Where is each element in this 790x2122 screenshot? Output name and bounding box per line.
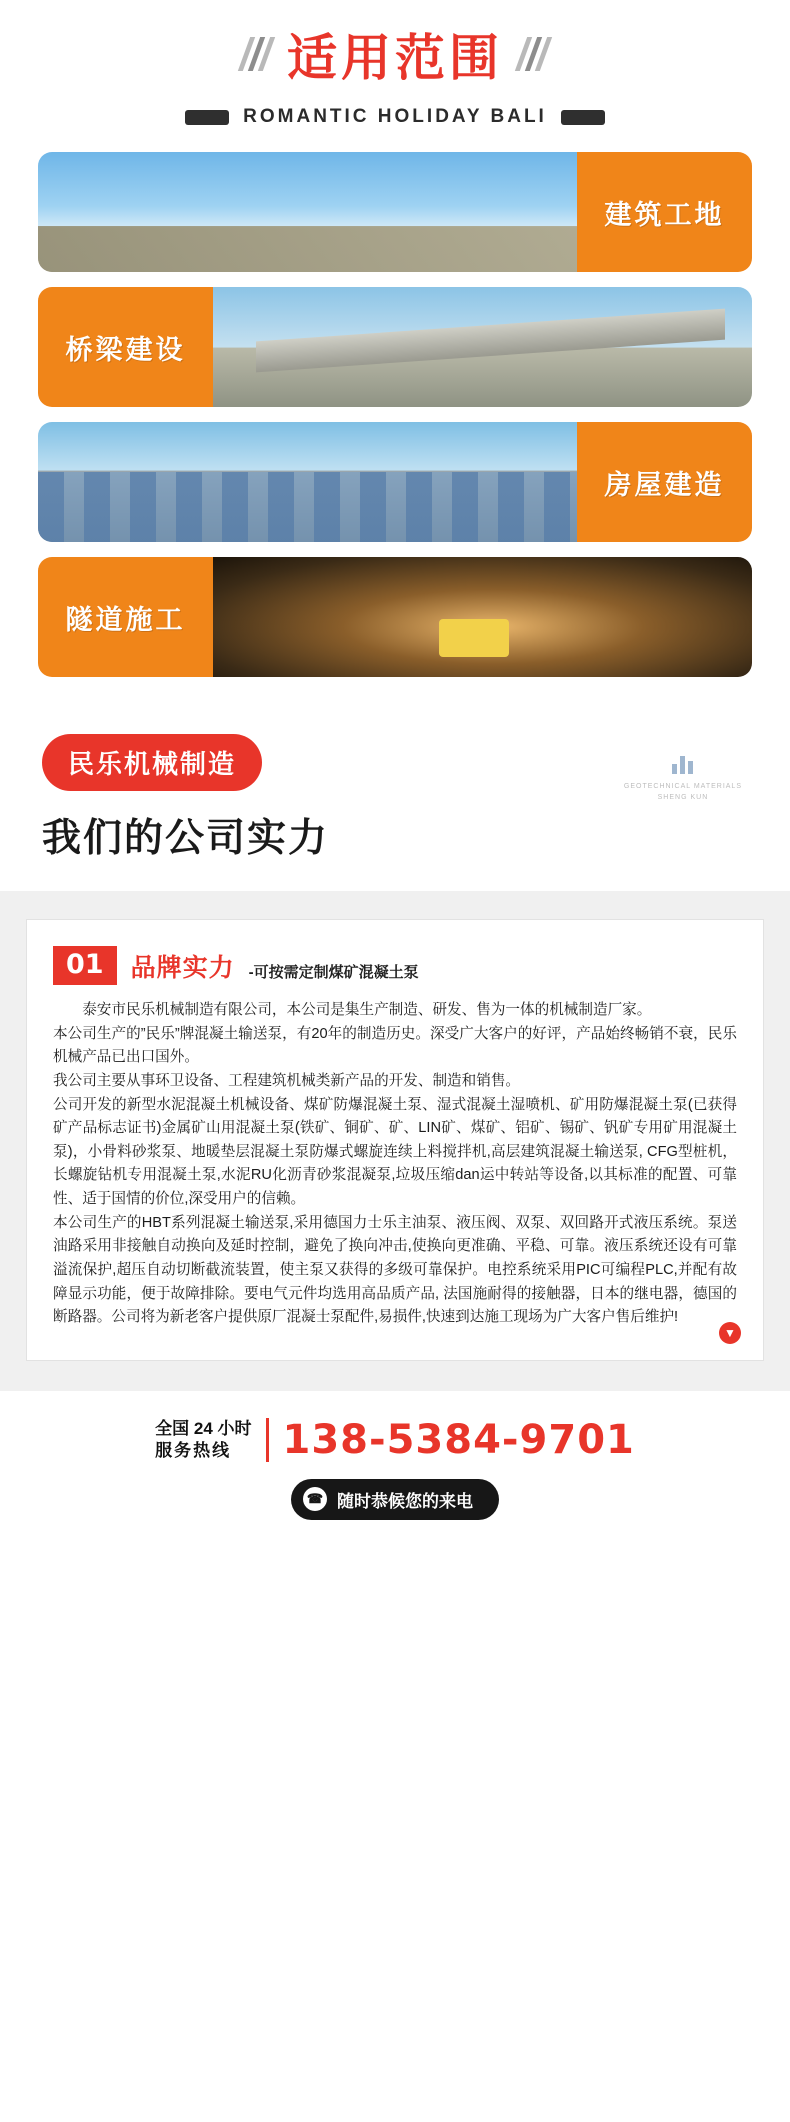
subtitle-bar-left bbox=[185, 110, 229, 125]
article-paragraph: 本公司生产的HBT系列混凝土输送泵,采用德国力士乐主油泵、液压阀、双泵、双回路开式液压系统。泵送油路采用非接触自动换向及延时控制，避免了换向冲击,使换向更准确、平稳、可靠。液压系统还设有可靠溢流保护,超压自动切断截流装置，使主泵又获得的多级可靠保护。电控系统采用PIC可编程PLC,并配有故障显示功能，便于故障排除。要电气元件均选用高品质产品, 法国施耐得的接触器，日本的继电器，德国的断路器。公司将为新老客户提供原厂混凝士泵配件,易损件,快速到达施工现场为广大客户售后维护! bbox=[53, 1214, 737, 1326]
scene-card-list bbox=[0, 134, 790, 677]
article-section bbox=[0, 891, 790, 1391]
scene-card-label: 隧道施工 bbox=[38, 557, 213, 677]
company-strength-header bbox=[0, 692, 790, 873]
watermark-line1: GEOTECHNICAL MATERIALS bbox=[623, 783, 742, 790]
housing-construction-photo bbox=[38, 422, 577, 542]
scene-card[interactable] bbox=[38, 557, 752, 677]
article-paragraph: 我公司主要从事环卫设备、工程建筑机械类新产品的开发、制造和销售。 bbox=[53, 1072, 521, 1089]
article-title: 品牌实力 bbox=[130, 952, 235, 982]
article-body bbox=[53, 999, 737, 1330]
hotline-label bbox=[155, 1418, 251, 1463]
header-subtitle-row bbox=[0, 106, 790, 128]
article-card bbox=[26, 919, 764, 1361]
article-header bbox=[53, 946, 737, 985]
subtitle-bar-right bbox=[561, 110, 605, 125]
watermark-line2: SHENG KUN bbox=[657, 793, 709, 801]
chevron-down-icon[interactable]: ▼ bbox=[719, 1322, 741, 1344]
page-subtitle: ROMANTIC HOLIDAY BALI bbox=[243, 106, 547, 127]
header-title-row bbox=[0, 18, 790, 90]
brand-pill: 民乐机械制造 bbox=[42, 734, 262, 791]
phone-icon: ☎ bbox=[303, 1487, 327, 1511]
article-paragraph: 公司开发的新型水泥混凝土机械设备、煤矿防爆混凝土泵、湿式混凝土湿喷机、矿用防爆混凝土泵(已获得矿产品标志证书)金属矿山用混凝土泵(铁矿、铜矿、矿、LIN矿、煤矿、铝矿、锡矿、钒矿专用矿用混凝土泵)，小骨料砂浆泵、地暖垫层混凝土泵防爆式螺旋连续上料搅拌机,高层建筑混凝土输送泵, CFG型桩机，长螺旋钻机专用混凝土泵,水泥RU化沥青砂浆混凝泵,垃圾压缩dan运中转站等设备,以其标准的配置、可靠性、适于国情的价位,深受用户的信赖。 bbox=[53, 1096, 737, 1208]
hotline-label-line2: 服务热线 bbox=[155, 1440, 232, 1460]
article-number-badge: 01 bbox=[53, 946, 117, 985]
call-cta-label: 随时恭候您的来电 bbox=[337, 1491, 473, 1511]
scene-card-label: 建筑工地 bbox=[577, 152, 752, 272]
scene-card-label: 桥梁建设 bbox=[38, 287, 213, 407]
hotline-number[interactable]: 138-5384-9701 bbox=[282, 1416, 635, 1463]
hotline-row bbox=[0, 1417, 790, 1463]
bridge-construction-photo bbox=[213, 287, 752, 407]
scene-card-label: 房屋建造 bbox=[577, 422, 752, 542]
scene-card[interactable] bbox=[38, 422, 752, 542]
page-footer bbox=[0, 1391, 790, 1538]
section-heading: 我们的公司实力 bbox=[42, 816, 330, 861]
tunnel-construction-photo bbox=[213, 557, 752, 677]
construction-site-photo bbox=[38, 152, 577, 272]
scene-card[interactable] bbox=[38, 287, 752, 407]
watermark-logo-icon bbox=[624, 754, 742, 774]
page-header bbox=[0, 0, 790, 134]
article-paragraph: 泰安市民乐机械制造有限公司，本公司是集生产制造、研发、售为一体的机械制造厂家。 bbox=[82, 1002, 652, 1018]
divider bbox=[266, 1418, 269, 1462]
hotline-label-line1: 全国 24 小时 bbox=[155, 1418, 252, 1438]
slash-decor-right bbox=[521, 37, 546, 71]
watermark bbox=[624, 754, 742, 803]
article-paragraph: 本公司生产的”民乐”牌混凝土输送泵，有20年的制造历史。深受广大客户的好评，产品始终畅销不衰，民乐机械产品已出口国外。 bbox=[53, 1025, 737, 1066]
article-subtitle: -可按需定制煤矿混凝土泵 bbox=[248, 964, 419, 981]
scene-card[interactable] bbox=[38, 152, 752, 272]
call-cta-button[interactable] bbox=[291, 1479, 499, 1520]
page-title: 适用范围 bbox=[287, 29, 503, 87]
slash-decor-left bbox=[244, 37, 269, 71]
